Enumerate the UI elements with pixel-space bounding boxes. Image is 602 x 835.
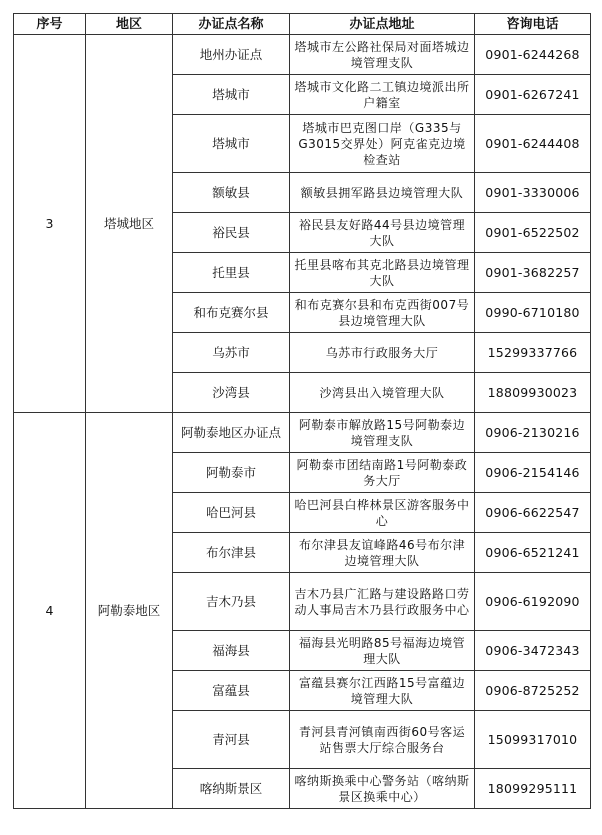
phone-cell: 0901-6244268 xyxy=(475,35,591,75)
address-cell: 布尔津县友谊峰路46号布尔津边境管理大队 xyxy=(290,533,475,573)
phone-cell: 18099295111 xyxy=(475,769,591,809)
address-cell: 青河县青河镇南西街60号客运站售票大厅综合服务台 xyxy=(290,711,475,769)
table-row xyxy=(14,413,591,453)
header-address: 办证点地址 xyxy=(290,14,475,35)
phone-cell: 0906-6192090 xyxy=(475,573,591,631)
phone-cell: 15299337766 xyxy=(475,333,591,373)
office-cell: 吉木乃县 xyxy=(173,573,290,631)
header-row xyxy=(14,14,591,35)
address-cell: 吉木乃县广汇路与建设路路口劳动人事局吉木乃县行政服务中心 xyxy=(290,573,475,631)
phone-cell: 0906-6622547 xyxy=(475,493,591,533)
area-cell: 塔城地区 xyxy=(86,35,173,413)
address-cell: 福海县光明路85号福海边境管理大队 xyxy=(290,631,475,671)
address-cell: 塔城市左公路社保局对面塔城边境管理支队 xyxy=(290,35,475,75)
phone-cell: 0901-3330006 xyxy=(475,173,591,213)
address-cell: 额敏县拥军路县边境管理大队 xyxy=(290,173,475,213)
address-cell: 塔城市巴克图口岸（G335与G3015交界处）阿克雀克边境检查站 xyxy=(290,115,475,173)
office-cell: 乌苏市 xyxy=(173,333,290,373)
phone-cell: 0906-6521241 xyxy=(475,533,591,573)
office-cell: 塔城市 xyxy=(173,115,290,173)
seq-cell: 3 xyxy=(14,35,86,413)
phone-cell: 0901-6522502 xyxy=(475,213,591,253)
address-cell: 托里县喀布其克北路县边境管理大队 xyxy=(290,253,475,293)
office-cell: 布尔津县 xyxy=(173,533,290,573)
address-cell: 和布克赛尔县和布克西街007号县边境管理大队 xyxy=(290,293,475,333)
phone-cell: 0990-6710180 xyxy=(475,293,591,333)
address-cell: 喀纳斯换乘中心警务站（喀纳斯景区换乘中心） xyxy=(290,769,475,809)
phone-cell: 0906-8725252 xyxy=(475,671,591,711)
office-cell: 地州办证点 xyxy=(173,35,290,75)
office-cell: 裕民县 xyxy=(173,213,290,253)
header-seq: 序号 xyxy=(14,14,86,35)
address-cell: 沙湾县出入境管理大队 xyxy=(290,373,475,413)
office-cell: 阿勒泰地区办证点 xyxy=(173,413,290,453)
office-cell: 塔城市 xyxy=(173,75,290,115)
office-cell: 额敏县 xyxy=(173,173,290,213)
phone-cell: 0901-6244408 xyxy=(475,115,591,173)
address-cell: 塔城市文化路二工镇边境派出所户籍室 xyxy=(290,75,475,115)
office-cell: 福海县 xyxy=(173,631,290,671)
office-table xyxy=(13,13,591,809)
phone-cell: 15099317010 xyxy=(475,711,591,769)
office-cell: 青河县 xyxy=(173,711,290,769)
header-area: 地区 xyxy=(86,14,173,35)
area-cell: 阿勒泰地区 xyxy=(86,413,173,809)
phone-cell: 0906-3472343 xyxy=(475,631,591,671)
office-cell: 阿勒泰市 xyxy=(173,453,290,493)
phone-cell: 0901-3682257 xyxy=(475,253,591,293)
office-cell: 和布克赛尔县 xyxy=(173,293,290,333)
office-cell: 哈巴河县 xyxy=(173,493,290,533)
address-cell: 阿勒泰市团结南路1号阿勒泰政务大厅 xyxy=(290,453,475,493)
office-cell: 沙湾县 xyxy=(173,373,290,413)
seq-cell: 4 xyxy=(14,413,86,809)
address-cell: 裕民县友好路44号县边境管理大队 xyxy=(290,213,475,253)
header-phone: 咨询电话 xyxy=(475,14,591,35)
office-cell: 喀纳斯景区 xyxy=(173,769,290,809)
phone-cell: 0906-2130216 xyxy=(475,413,591,453)
address-cell: 阿勒泰市解放路15号阿勒泰边境管理支队 xyxy=(290,413,475,453)
address-cell: 富蕴县赛尔江西路15号富蕴边境管理大队 xyxy=(290,671,475,711)
phone-cell: 0906-2154146 xyxy=(475,453,591,493)
phone-cell: 0901-6267241 xyxy=(475,75,591,115)
address-cell: 哈巴河县白桦林景区游客服务中心 xyxy=(290,493,475,533)
header-office: 办证点名称 xyxy=(173,14,290,35)
office-cell: 托里县 xyxy=(173,253,290,293)
address-cell: 乌苏市行政服务大厅 xyxy=(290,333,475,373)
phone-cell: 18809930023 xyxy=(475,373,591,413)
office-cell: 富蕴县 xyxy=(173,671,290,711)
table-row xyxy=(14,35,591,75)
